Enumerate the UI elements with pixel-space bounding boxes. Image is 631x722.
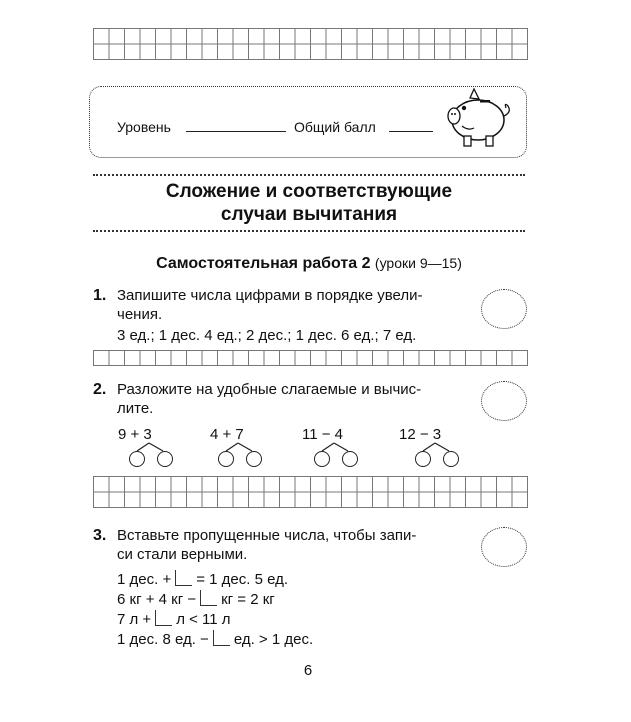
task2-answer-grid[interactable]	[93, 476, 528, 508]
section-title-line2: случаи вычитания	[220, 204, 398, 225]
task3-equation-2	[117, 590, 275, 609]
task3-eq2-left: 6 кг + 4 кг −	[117, 591, 197, 608]
task3-eq1-left: 1 дес. +	[117, 571, 172, 588]
task2-expression-3: 11 − 4	[302, 426, 344, 443]
task2-text-line2: лите.	[117, 400, 154, 417]
total-score-label: Общий балл	[294, 119, 376, 135]
task2-expression-1: 9 + 3	[118, 426, 152, 443]
task3-eq4-blank[interactable]	[213, 630, 230, 646]
task1-number: 1.	[93, 287, 107, 304]
task3-eq1-right: = 1 дес. 5 ед.	[196, 571, 289, 588]
task2-number: 2.	[93, 381, 107, 398]
page-number: 6	[303, 662, 313, 679]
task2-split-circle-4b[interactable]	[443, 451, 459, 467]
task2-split-circle-3b[interactable]	[342, 451, 358, 467]
task3-text-line1: Вставьте пропущенные числа, чтобы запи-	[117, 527, 417, 544]
task2-split-circle-3a[interactable]	[314, 451, 330, 467]
task1-numbers: 3 ед.; 1 дес. 4 ед.; 2 дес.; 1 дес. 6 ед.; 7 ед.	[117, 327, 417, 344]
task2-expression-4: 12 − 3	[399, 426, 442, 443]
task3-score-oval[interactable]	[481, 527, 527, 567]
task2-text-line1: Разложите на удобные слагаемые и вычис-	[117, 381, 422, 398]
task2-split-circle-4a[interactable]	[415, 451, 431, 467]
level-label: Уровень	[117, 119, 171, 135]
task2-split-circle-1b[interactable]	[157, 451, 173, 467]
task3-eq3-left: 7 л +	[117, 611, 152, 628]
task3-eq4-left: 1 дес. 8 ед. −	[117, 631, 209, 648]
task3-eq3-blank[interactable]	[155, 610, 172, 626]
section-title-line1: Сложение и соответствующие	[165, 181, 453, 202]
task3-text-line2: си стали верными.	[117, 546, 248, 563]
task3-equation-3	[117, 610, 231, 629]
task3-eq2-right: кг = 2 кг	[221, 591, 275, 608]
task2-split-circle-1a[interactable]	[129, 451, 145, 467]
task3-eq4-right: ед. > 1 дес.	[233, 631, 314, 648]
task3-number: 3.	[93, 527, 107, 544]
work-title-main: Самостоятельная работа 2	[156, 255, 371, 272]
task3-eq2-blank[interactable]	[200, 590, 217, 606]
task1-text-line2: чения.	[117, 306, 163, 323]
task3-eq1-blank[interactable]	[175, 570, 192, 586]
task2-split-circle-2a[interactable]	[218, 451, 234, 467]
task3-eq3-right: л < 11 л	[176, 611, 231, 628]
task2-split-circle-2b[interactable]	[246, 451, 262, 467]
task3-equation-4	[117, 630, 313, 649]
task2-expression-2: 4 + 7	[210, 426, 244, 443]
work-title-lessons: (уроки 9—15)	[374, 255, 462, 271]
task3-equation-1	[117, 570, 288, 589]
task1-text-line1: Запишите числа цифрами в порядке увели-	[117, 287, 423, 304]
